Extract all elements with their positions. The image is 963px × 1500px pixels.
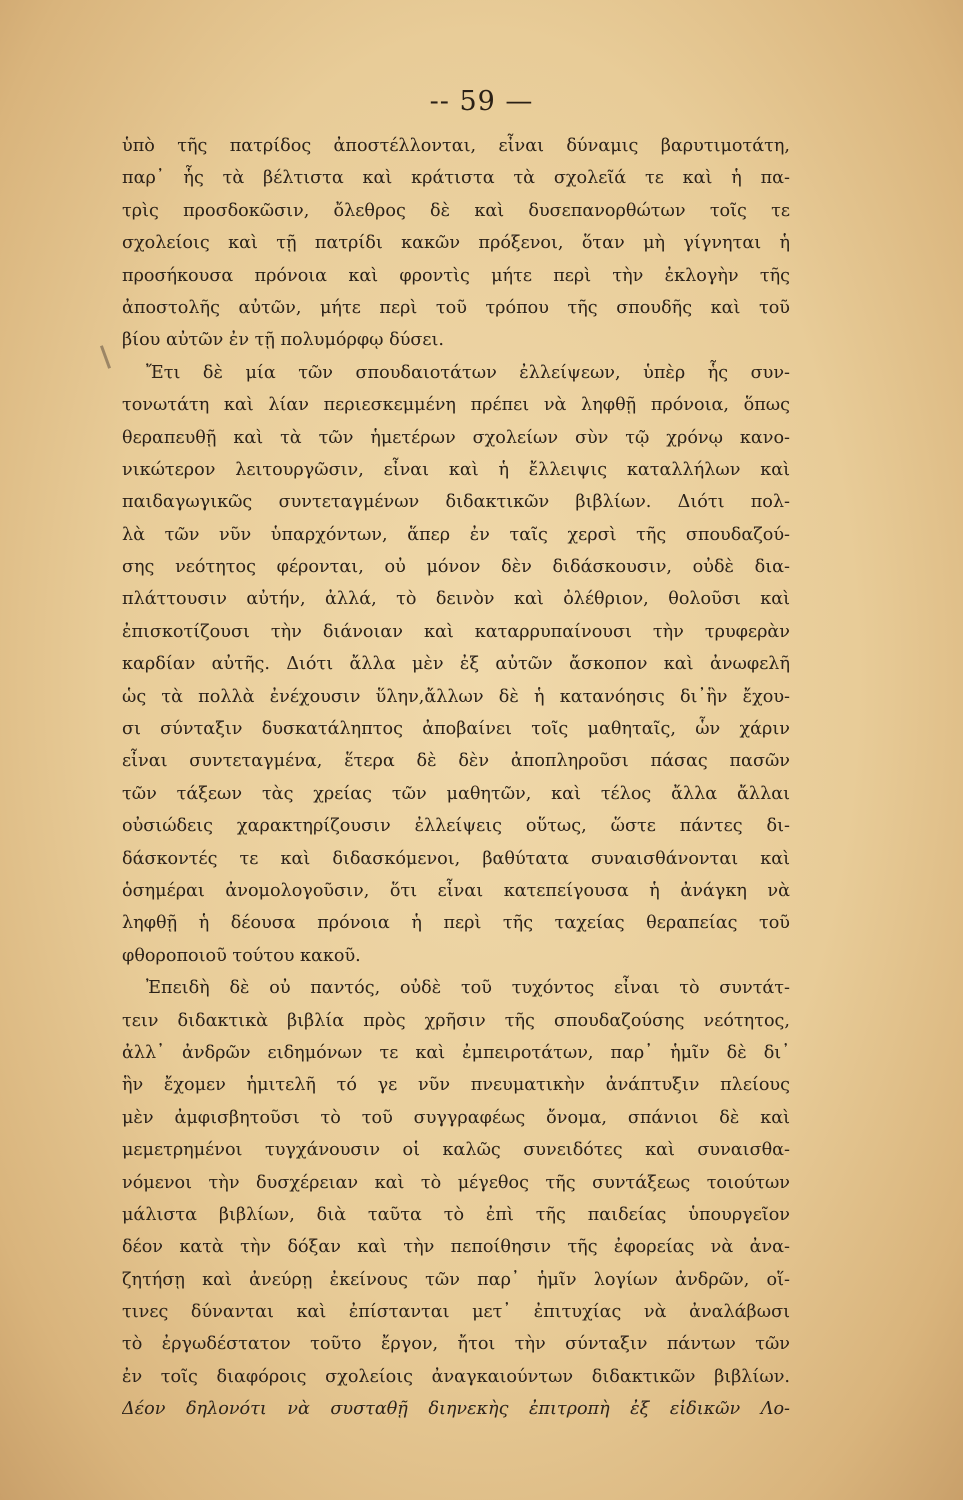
margin-mark (100, 345, 111, 369)
text-line: ἐπισκοτίζουσι τὴν διάνοιαν καὶ καταρρυπαίνουσι τὴν τρυφερὰν (122, 621, 790, 642)
text-line: παρ᾽ ἧς τὰ βέλτιστα καὶ κράτιστα τὰ σχολεῖά τε καὶ ἡ πα- (122, 168, 790, 189)
text-line: ζητήσῃ καὶ ἀνεύρῃ ἐκείνους τῶν παρ᾽ ἡμῖν λογίων ἀνδρῶν, οἵ- (122, 1269, 790, 1290)
text-line: τινες δύνανται καὶ ἐπίστανται μετ᾽ ἐπιτυχίας νὰ ἀναλάβωσι (122, 1302, 790, 1323)
text-line: τρὶς προσδοκῶσιν, ὄλεθρος δὲ καὶ δυσεπανορθώτων τοῖς τε (122, 200, 790, 221)
text-line: σι σύνταξιν δυσκατάληπτος ἀποβαίνει τοῖς μαθηταῖς, ὧν χάριν (122, 719, 790, 740)
text-line: Ἔτι δὲ μία τῶν σπουδαιοτάτων ἐλλείψεων, ὑπὲρ ἧς συν- (146, 362, 790, 383)
text-line: ἐν τοῖς διαφόροις σχολείοις ἀναγκαιούντων διδακτικῶν βιβλίων. (122, 1366, 790, 1387)
text-line: τονωτάτη καὶ λίαν περιεσκεμμένη πρέπει νὰ ληφθῇ πρόνοια, ὅπως (122, 395, 790, 416)
text-line: ὑπὸ τῆς πατρίδος ἀποστέλλονται, εἶναι δύναμις βαρυτιμοτάτη, (122, 136, 790, 156)
text-line: προσήκουσα πρόνοια καὶ φροντὶς μήτε περὶ τὴν ἐκλογὴν τῆς (122, 265, 790, 286)
text-line: ὁσημέραι ἀνομολογοῦσιν, ὅτι εἶναι κατεπείγουσα ἡ ἀνάγκη νὰ (122, 880, 790, 901)
text-line: δέον κατὰ τὴν δόξαν καὶ τὴν πεποίθησιν τῆς ἐφορείας νὰ ἀνα- (122, 1237, 790, 1258)
text-line: νόμενοι τὴν δυσχέρειαν καὶ τὸ μέγεθος τῆς συντάξεως τοιούτων (122, 1172, 790, 1193)
text-line: ληφθῇ ἡ δέουσα πρόνοια ἡ περὶ τῆς ταχείας θεραπείας τοῦ (122, 913, 790, 934)
text-line: πλάττουσιν αὐτήν, ἀλλά, τὸ δεινὸν καὶ ὀλέθριον, θολοῦσι καὶ (122, 589, 790, 610)
text-line: τῶν τάξεων τὰς χρείας τῶν μαθητῶν, καὶ τέλος ἄλλα ἄλλαι (122, 783, 790, 804)
body-text (122, 130, 790, 1426)
text-line: λὰ τῶν νῦν ὑπαρχόντων, ἅπερ ἐν ταῖς χερσὶ τῆς σπουδαζού- (122, 524, 790, 545)
text-line: μεμετρημένοι τυγχάνουσιν οἱ καλῶς συνειδότες καὶ συναισθα- (122, 1140, 790, 1161)
text-line: Ἐπειδὴ δὲ οὐ παντός, οὐδὲ τοῦ τυχόντος εἶναι τὸ συντάτ- (146, 978, 790, 999)
text-line: τὸ ἐργωδέστατον τοῦτο ἔργον, ἤτοι τὴν σύνταξιν πάντων τῶν (122, 1334, 790, 1355)
text-line: ἀλλ᾽ ἀνδρῶν ειδημόνων τε καὶ ἐμπειροτάτων, παρ᾽ ἡμῖν δὲ δι᾽ (122, 1042, 790, 1063)
text-line: φθοροποιοῦ τούτου κακοῦ. (122, 945, 361, 966)
text-line: θεραπευθῇ καὶ τὰ τῶν ἡμετέρων σχολείων σὺν τῷ χρόνῳ κανο- (122, 427, 790, 448)
text-line: δάσκοντές τε καὶ διδασκόμενοι, βαθύτατα συναισθάνονται καὶ (122, 848, 790, 869)
text-line: εἶναι συντεταγμένα, ἕτερα δὲ δὲν ἀποπληροῦσι πάσας πασῶν (122, 751, 790, 772)
text-line: σχολείοις καὶ τῇ πατρίδι κακῶν πρόξενοι, ὅταν μὴ γίγνηται ἡ (122, 233, 790, 254)
text-line: μὲν ἀμφισβητοῦσι τὸ τοῦ συγγραφέως ὄνομα, σπάνιοι δὲ καὶ (122, 1107, 790, 1128)
page-number: -- 59 — (429, 86, 534, 117)
text-line: μάλιστα βιβλίων, διὰ ταῦτα τὸ ἐπὶ τῆς παιδείας ὑπουργεῖον (122, 1204, 790, 1225)
text-line: βίου αὐτῶν ἐν τῇ πολυμόρφῳ δύσει. (122, 330, 445, 351)
text-line: καρδίαν αὐτῆς. Διότι ἄλλα μὲν ἐξ αὐτῶν ἄσκοπον καὶ ἀνωφελῆ (122, 654, 790, 675)
text-line: σης νεότητος φέρονται, οὐ μόνον δὲν διδάσκουσιν, οὐδὲ δια- (122, 557, 790, 578)
text-line: ἀποστολῆς αὐτῶν, μήτε περὶ τοῦ τρόπου τῆς σπουδῆς καὶ τοῦ (122, 297, 790, 318)
text-line: νικώτερον λειτουργῶσιν, εἶναι καὶ ἡ ἔλλειψις καταλλήλων καὶ (122, 459, 790, 480)
text-line: ὡς τὰ πολλὰ ἐνέχουσιν ὕλην,ἄλλων δὲ ἡ κατανόησις δι᾽ἣν ἔχου- (122, 686, 790, 707)
text-line: ἣν ἔχομεν ἡμιτελῆ τό γε νῦν πνευματικὴν ἀνάπτυξιν πλείους (122, 1075, 790, 1096)
text-line: οὐσιώδεις χαρακτηρίζουσιν ἐλλείψεις οὕτως, ὥστε πάντες δι- (122, 816, 790, 837)
text-line: τειν διδακτικὰ βιβλία πρὸς χρῆσιν τῆς σπουδαζούσης νεότητος, (122, 1010, 790, 1031)
text-line: παιδαγωγικῶς συντεταγμένων διδακτικῶν βιβλίων. Διότι πολ- (122, 492, 790, 513)
text-line: Δέον δηλονότι νὰ συσταθῇ διηνεκὴς ἐπιτροπὴ ἐξ εἰδικῶν Λο- (122, 1399, 790, 1420)
